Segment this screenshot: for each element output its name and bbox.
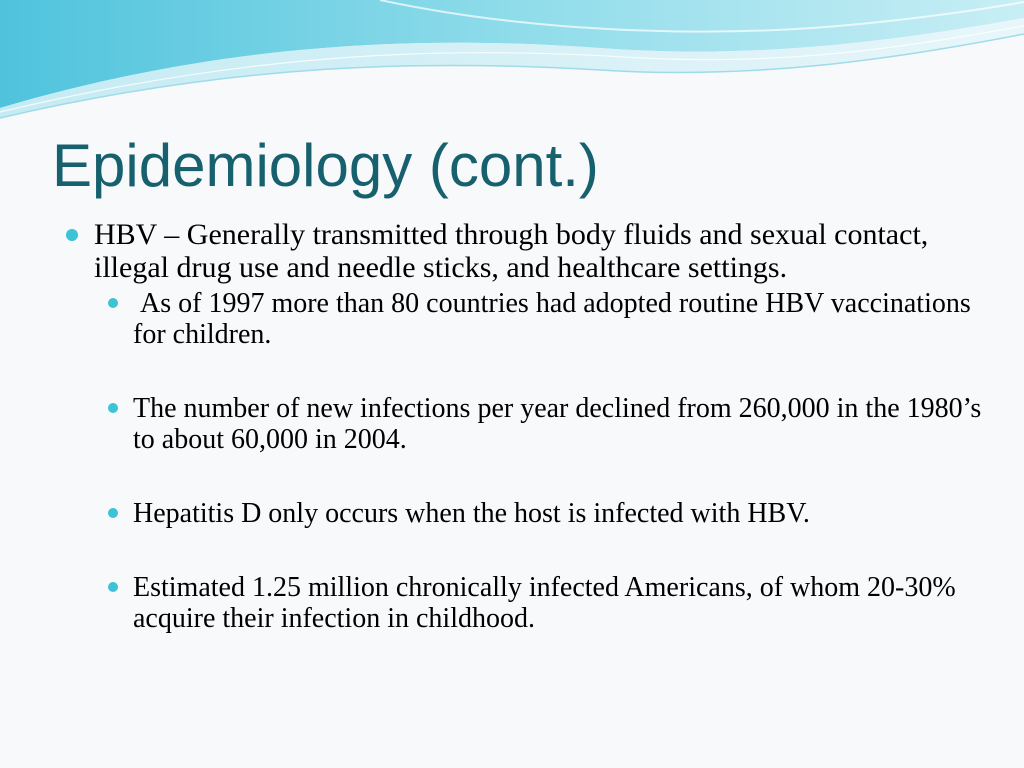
- sub-bullet-icon: [108, 298, 118, 308]
- sub-bullet-item: [62, 393, 992, 455]
- header-wave-decoration: [0, 0, 1024, 130]
- sub-bullet-text: Estimated 1.25 million chronically infected Americans, of whom 20-30% acquire their infection in childhood.: [133, 572, 956, 634]
- sub-bullet-text: The number of new infections per year declined from 260,000 in the 1980’s to about 60,000 in 2004.: [133, 393, 982, 455]
- bullet-item: [62, 218, 992, 284]
- bullet-icon: [66, 229, 78, 241]
- sub-bullet-item: [62, 288, 992, 350]
- bullet-text: HBV – Generally transmitted through body fluids and sexual contact, illegal drug use and needle sticks, and healthcare settings.: [94, 218, 929, 284]
- sub-bullet-item: [62, 498, 992, 529]
- sub-bullet-list: [62, 288, 992, 634]
- slide-title: Epidemiology (cont.): [52, 132, 599, 199]
- sub-bullet-icon: [108, 508, 118, 518]
- sub-bullet-text: Hepatitis D only occurs when the host is infected with HBV.: [133, 498, 810, 529]
- bullet-list: [62, 218, 992, 634]
- sub-bullet-icon: [108, 582, 118, 592]
- sub-bullet-icon: [108, 403, 118, 413]
- sub-bullet-text: As of 1997 more than 80 countries had adopted routine HBV vaccinations for children.: [133, 288, 978, 350]
- sub-bullet-item: [62, 572, 992, 634]
